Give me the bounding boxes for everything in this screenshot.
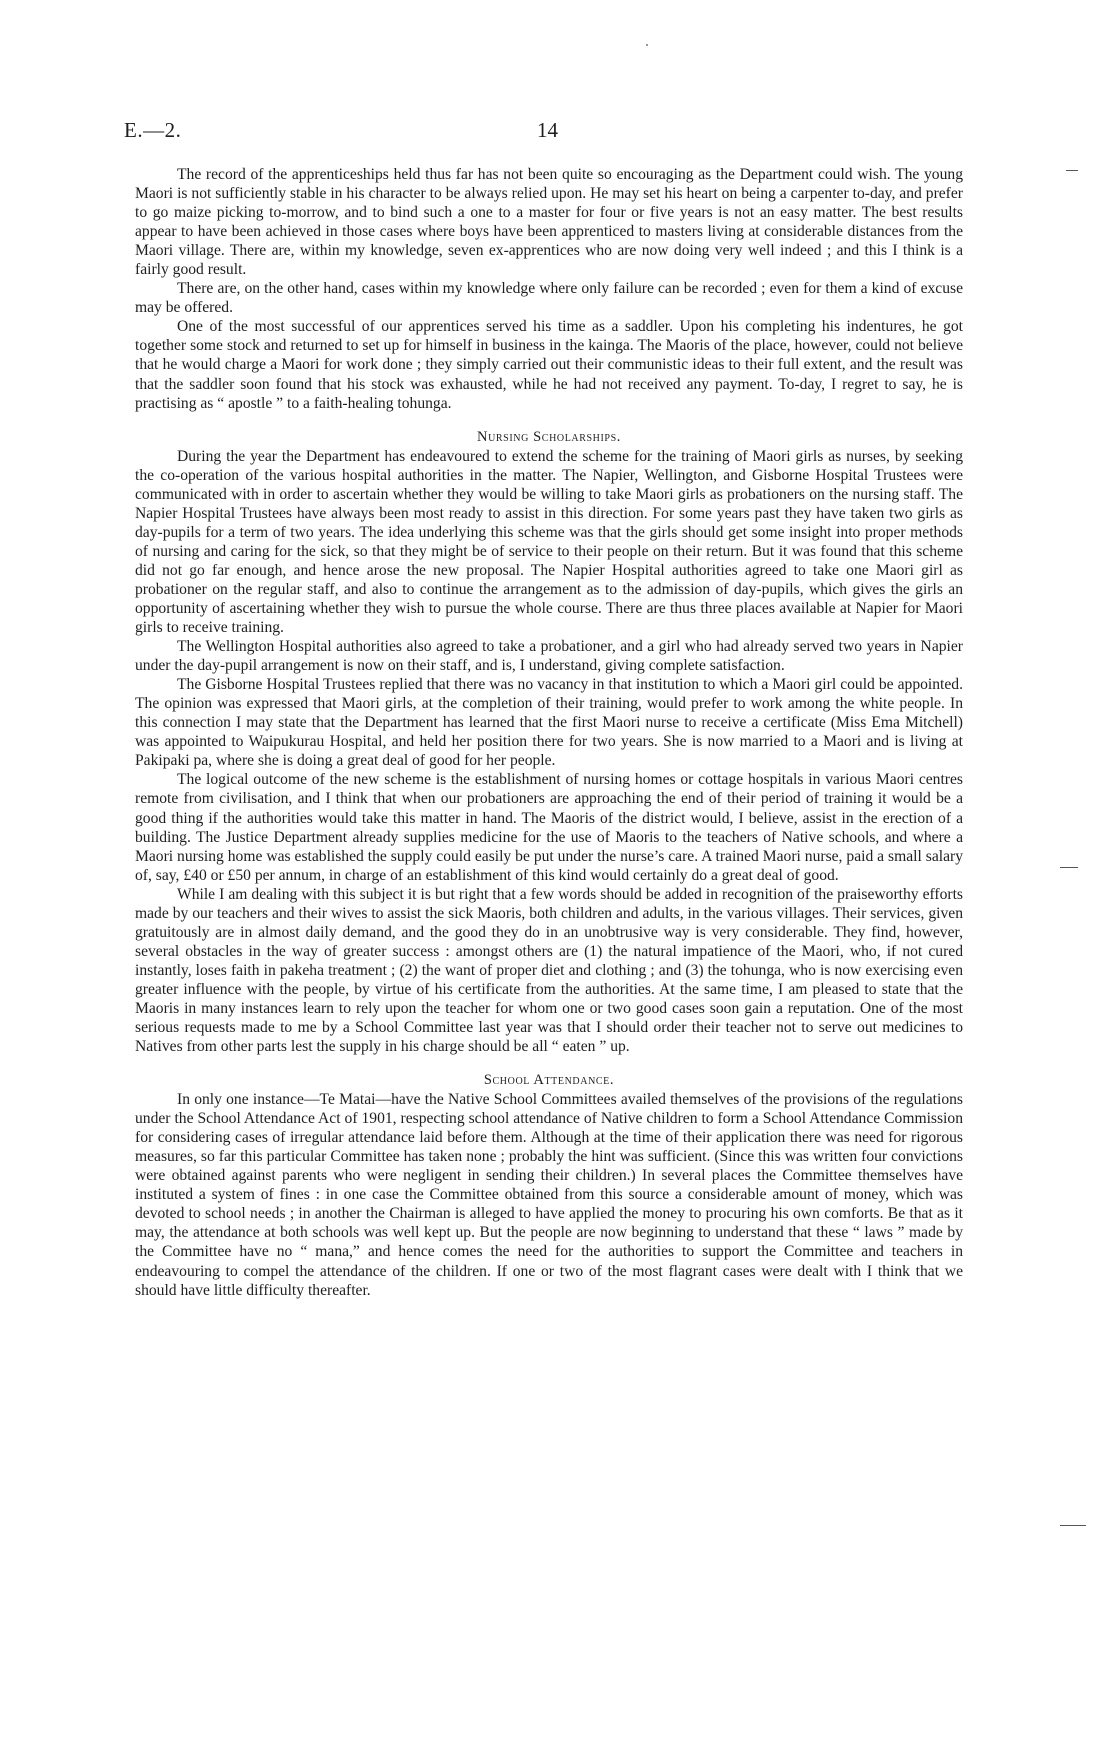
paragraph-wellington: The Wellington Hospital authorities also agreed to take a probationer, and a girl who had already served two years in Napier under the day-pupil arrangement is now on their staff, and is, I understand, giving complete satisfaction. — [135, 638, 963, 675]
document-body — [135, 165, 963, 1300]
paragraph-nursing-scheme: During the year the Department has endeavoured to extend the scheme for the training of Maori girls as nurses, by seeking the co-operation of the various hospital authorities in the matter. The Napier, Wellington, and Gisborne Hospital Trustees were communicated with in order to ascertain whether they would be willing to take Maori girls as probationers on the nursing staff. The Napier Hospital Trustees have always been most ready to assist in this direction. For some years past they have taken two girls as day-pupils for a term of two years. The idea underlying this scheme was that the girls should get some insight into proper methods of nursing and caring for the sick, so that they might be of service to their people on their return. But it was found that this scheme did not go far enough, and hence arose the new proposal. The Napier Hospital authorities agreed to take one Maori girl as probationer on the regular staff, and also to continue the arrangement as to the admission of day-pupils, which gives the girls an opportunity of ascertaining whether they wish to pursue the whole course. There are thus three places available at Napier for Maori girls to receive training. — [135, 447, 963, 637]
document-reference: E.—2. — [124, 118, 182, 142]
scan-speck — [646, 44, 648, 46]
paragraph-failures: There are, on the other hand, cases within my knowledge where only failure can be recorded ; even for them a kind of excuse may be offered. — [135, 280, 963, 317]
paragraph-teachers-sick: While I am dealing with this subject it is but right that a few words should be added in recognition of the praiseworthy efforts made by our teachers and their wives to assist the sick Maoris, both children and adults, in the various villages. Their services, given gratuitously are in almost daily demand, and the good they do in an unobtrusive way is very considerable. They find, however, several obstacles in the way of greater success : amongst others are (1) the natural impatience of the Maori, who, if not cured instantly, loses faith in pakeha treatment ; (2) the want of proper diet and clothing ; and (3) the tohunga, who is now exercising even greater influence with the people, by virtue of his certificate from the authorities. At the same time, I am pleased to state that the Maoris in many instances learn to rely upon the teacher for whom one or two good cases soon gain a reputation. One of the most serious requests made to me by a School Committee last year was that I should order their teacher not to serve out medicines to Natives from other parts lest the supply in his charge should be all “ eaten ” up. — [135, 885, 963, 1056]
section-heading-nursing: Nursing Scholarships. — [477, 428, 621, 445]
page-header — [124, 118, 994, 148]
margin-mark — [1060, 867, 1078, 868]
paragraph-gisborne: The Gisborne Hospital Trustees replied that there was no vacancy in that institution to which a Maori girl could be appointed. The opinion was expressed that Maori girls, at the completion of their training, would prefer to work among the white people. In this connection I may state that the Department has learned that the first Maori nurse to receive a certificate (Miss Ema Mitchell) was appointed to Waipukurau Hospital, and held her position there for two years. She is now married to a Maori and is living at Pakipaki pa, where she is doing a great deal of good for her people. — [135, 676, 963, 770]
page-number: 14 — [537, 118, 558, 142]
margin-mark — [1066, 170, 1078, 171]
section-heading-attendance: School Attendance. — [483, 1072, 615, 1089]
paragraph-saddler: One of the most successful of our apprentices served his time as a saddler. Upon his completing his indentures, he got together some stock and returned to set up for himself in business in the kainga. The Maoris of the place, however, could not believe that he would charge a Maori for work done ; they simply carried out their communistic ideas to their full extent, and the result was that the saddler soon found that his stock was exhausted, while he had not received any payment. To-day, I regret to say, he is practising as “ apostle ” to a faith-healing tohunga. — [135, 318, 963, 412]
paragraph-school-attendance: In only one instance—Te Matai—have the Native School Committees availed themselves of the provisions of the regulations under the School Attendance Act of 1901, respecting school attendance of Native children to form a School Attendance Commission for considering cases of irregular attendance laid before them. Although at the time of their application there was need for rigorous measures, so far this particular Committee has taken none ; probably the hint was sufficient. (Since this was written four convictions were obtained against parents who were negligent in sending their children.) In several places the Committee themselves have instituted a system of fines : in one case the Committee obtained from this source a considerable amount of money, which was devoted to school needs ; in another the Chairman is alleged to have applied the money to procuring his own comforts. Be that as it may, the attendance at both schools was well kept up. But the people are now beginning to understand that these “ laws ” made by the Committee have no “ mana,” and hence comes the need for the authorities to support the Committee and teachers in endeavouring to compel the attendance of the children. If one or two of the most flagrant cases were dealt with I think that we should have little difficulty thereafter. — [135, 1091, 963, 1299]
paragraph-apprenticeships: The record of the apprenticeships held thus far has not been quite so encouraging as the Department could wish. The young Maori is not sufficiently stable in his character to be always relied upon. He may set his heart on being a carpenter to-day, and prefer to go maize picking to-morrow, and to bind such a one to a master for four or five years is not an easy matter. The best results appear to have been achieved in those cases where boys have been apprenticed to masters living at considerable distances from the Maori village. There are, within my knowledge, seven ex-apprentices who are now doing very well indeed ; and this I think is a fairly good result. — [135, 166, 963, 279]
margin-mark — [1060, 1525, 1086, 1526]
paragraph-nursing-homes: The logical outcome of the new scheme is the establishment of nursing homes or cottage hospitals in various Maori centres remote from civilisation, and I think that when our probationers are approaching the end of their period of training it would be a good thing if the authorities would take this matter in hand. The Maoris of the district would, I believe, assist in the erection of a building. The Justice Department already supplies medicine for the use of Maoris to the teachers of Native schools, and where a Maori nursing home was established the supply could easily be put under the nurse’s care. A trained Maori nurse, paid a small salary of, say, £40 or £50 per annum, in charge of an establishment of this kind would certainly do a great deal of good. — [135, 771, 963, 884]
